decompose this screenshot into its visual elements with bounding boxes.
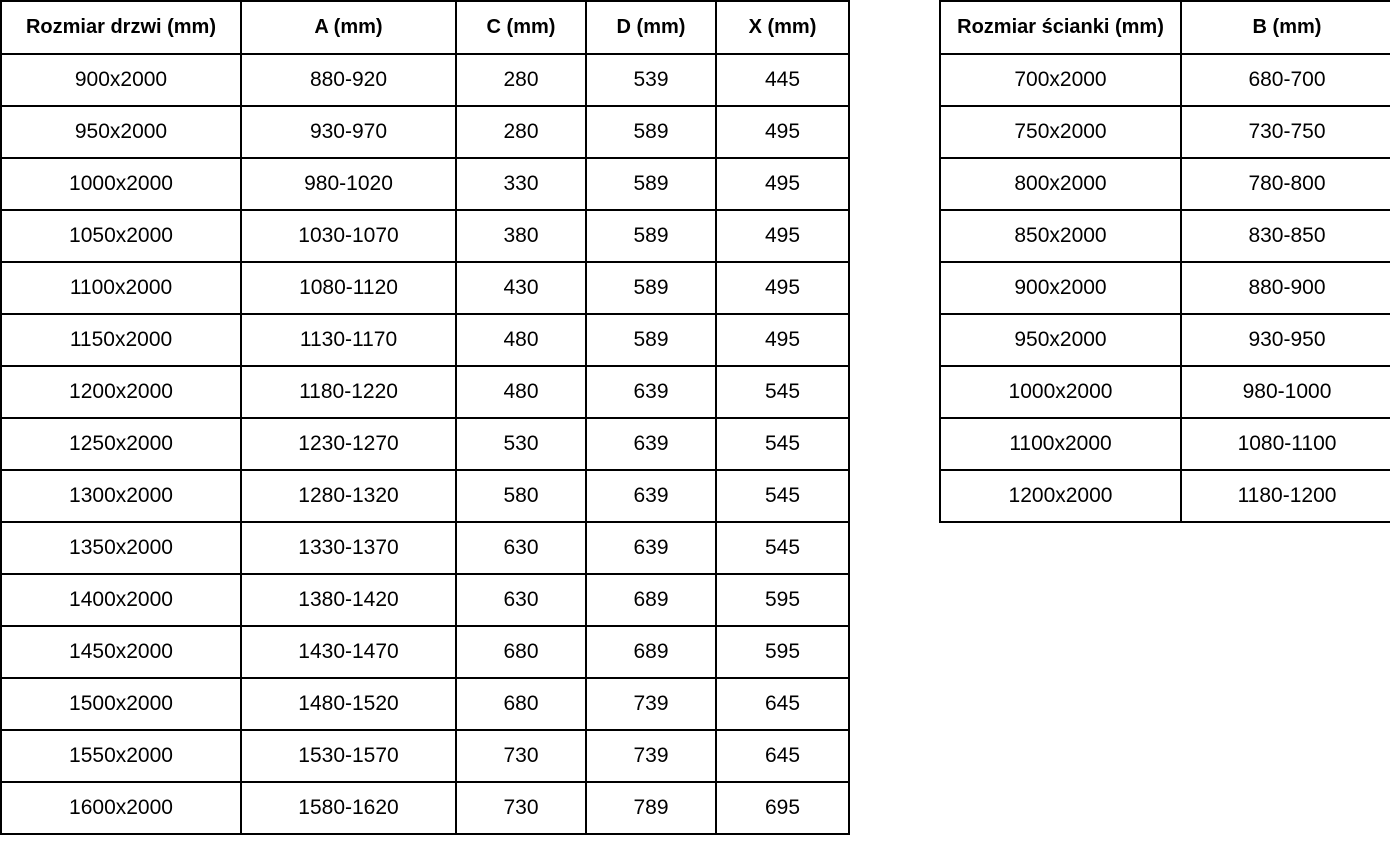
table-cell: 930-950 xyxy=(1181,314,1390,366)
table-cell: 680 xyxy=(456,678,586,730)
table-cell: 589 xyxy=(586,210,716,262)
table-row xyxy=(1,314,849,366)
table-cell: 530 xyxy=(456,418,586,470)
table-cell: 739 xyxy=(586,730,716,782)
table-cell: 280 xyxy=(456,106,586,158)
table-cell: 800x2000 xyxy=(940,158,1181,210)
table-cell: 1230-1270 xyxy=(241,418,456,470)
wall-size-table-header-row xyxy=(940,1,1390,54)
column-header: Rozmiar ścianki (mm) xyxy=(940,1,1181,54)
table-cell: 539 xyxy=(586,54,716,106)
table-cell: 880-920 xyxy=(241,54,456,106)
table-cell: 1350x2000 xyxy=(1,522,241,574)
table-row xyxy=(940,314,1390,366)
table-cell: 580 xyxy=(456,470,586,522)
table-cell: 730 xyxy=(456,782,586,834)
table-cell: 1200x2000 xyxy=(1,366,241,418)
table-cell: 830-850 xyxy=(1181,210,1390,262)
table-cell: 1080-1100 xyxy=(1181,418,1390,470)
table-row xyxy=(1,262,849,314)
table-cell: 480 xyxy=(456,314,586,366)
table-cell: 645 xyxy=(716,730,849,782)
table-cell: 730 xyxy=(456,730,586,782)
table-cell: 900x2000 xyxy=(1,54,241,106)
table-cell: 689 xyxy=(586,626,716,678)
table-cell: 700x2000 xyxy=(940,54,1181,106)
table-row xyxy=(1,522,849,574)
table-cell: 750x2000 xyxy=(940,106,1181,158)
table-cell: 689 xyxy=(586,574,716,626)
table-cell: 639 xyxy=(586,366,716,418)
table-cell: 430 xyxy=(456,262,586,314)
table-cell: 639 xyxy=(586,522,716,574)
table-row xyxy=(940,210,1390,262)
table-cell: 1080-1120 xyxy=(241,262,456,314)
table-cell: 789 xyxy=(586,782,716,834)
column-header: D (mm) xyxy=(586,1,716,54)
table-cell: 330 xyxy=(456,158,586,210)
table-cell: 1330-1370 xyxy=(241,522,456,574)
table-cell: 545 xyxy=(716,522,849,574)
table-row xyxy=(1,54,849,106)
table-cell: 639 xyxy=(586,418,716,470)
table-cell: 545 xyxy=(716,418,849,470)
table-cell: 280 xyxy=(456,54,586,106)
table-cell: 950x2000 xyxy=(940,314,1181,366)
table-cell: 495 xyxy=(716,314,849,366)
table-row xyxy=(940,158,1390,210)
table-cell: 1050x2000 xyxy=(1,210,241,262)
table-cell: 1100x2000 xyxy=(1,262,241,314)
table-row xyxy=(1,366,849,418)
table-cell: 1530-1570 xyxy=(241,730,456,782)
table-row xyxy=(940,470,1390,522)
wall-size-table xyxy=(939,0,1390,523)
table-cell: 1130-1170 xyxy=(241,314,456,366)
table-row xyxy=(940,262,1390,314)
table-row xyxy=(1,574,849,626)
table-cell: 1100x2000 xyxy=(940,418,1181,470)
table-row xyxy=(1,210,849,262)
table-cell: 930-970 xyxy=(241,106,456,158)
table-row xyxy=(940,366,1390,418)
table-cell: 780-800 xyxy=(1181,158,1390,210)
column-header: C (mm) xyxy=(456,1,586,54)
table-cell: 589 xyxy=(586,106,716,158)
column-header: X (mm) xyxy=(716,1,849,54)
table-cell: 1600x2000 xyxy=(1,782,241,834)
table-row xyxy=(1,470,849,522)
column-header: Rozmiar drzwi (mm) xyxy=(1,1,241,54)
table-cell: 630 xyxy=(456,574,586,626)
table-cell: 680 xyxy=(456,626,586,678)
door-size-table-header-row xyxy=(1,1,849,54)
table-cell: 695 xyxy=(716,782,849,834)
table-row xyxy=(1,626,849,678)
table-cell: 1180-1220 xyxy=(241,366,456,418)
table-cell: 495 xyxy=(716,158,849,210)
table-cell: 1250x2000 xyxy=(1,418,241,470)
table-cell: 495 xyxy=(716,210,849,262)
table-cell: 495 xyxy=(716,106,849,158)
table-cell: 1450x2000 xyxy=(1,626,241,678)
table-cell: 545 xyxy=(716,366,849,418)
table-cell: 850x2000 xyxy=(940,210,1181,262)
table-cell: 680-700 xyxy=(1181,54,1390,106)
table-cell: 1430-1470 xyxy=(241,626,456,678)
table-row xyxy=(940,106,1390,158)
table-cell: 980-1020 xyxy=(241,158,456,210)
table-row xyxy=(940,54,1390,106)
table-cell: 1180-1200 xyxy=(1181,470,1390,522)
table-cell: 1200x2000 xyxy=(940,470,1181,522)
table-row xyxy=(940,418,1390,470)
table-cell: 1000x2000 xyxy=(1,158,241,210)
table-cell: 1400x2000 xyxy=(1,574,241,626)
table-cell: 950x2000 xyxy=(1,106,241,158)
table-cell: 445 xyxy=(716,54,849,106)
table-row xyxy=(1,158,849,210)
table-cell: 589 xyxy=(586,314,716,366)
table-row xyxy=(1,106,849,158)
table-cell: 1280-1320 xyxy=(241,470,456,522)
table-cell: 495 xyxy=(716,262,849,314)
table-cell: 595 xyxy=(716,626,849,678)
table-cell: 739 xyxy=(586,678,716,730)
table-cell: 880-900 xyxy=(1181,262,1390,314)
table-cell: 589 xyxy=(586,158,716,210)
table-cell: 545 xyxy=(716,470,849,522)
table-cell: 1550x2000 xyxy=(1,730,241,782)
table-cell: 900x2000 xyxy=(940,262,1181,314)
table-cell: 589 xyxy=(586,262,716,314)
table-cell: 595 xyxy=(716,574,849,626)
column-header: B (mm) xyxy=(1181,1,1390,54)
table-cell: 1030-1070 xyxy=(241,210,456,262)
table-cell: 1500x2000 xyxy=(1,678,241,730)
table-row xyxy=(1,418,849,470)
table-cell: 380 xyxy=(456,210,586,262)
table-cell: 1480-1520 xyxy=(241,678,456,730)
table-cell: 630 xyxy=(456,522,586,574)
table-cell: 480 xyxy=(456,366,586,418)
table-cell: 639 xyxy=(586,470,716,522)
table-row xyxy=(1,730,849,782)
table-cell: 1580-1620 xyxy=(241,782,456,834)
table-row xyxy=(1,782,849,834)
column-header: A (mm) xyxy=(241,1,456,54)
table-row xyxy=(1,678,849,730)
table-cell: 1000x2000 xyxy=(940,366,1181,418)
table-cell: 1380-1420 xyxy=(241,574,456,626)
table-cell: 730-750 xyxy=(1181,106,1390,158)
table-cell: 645 xyxy=(716,678,849,730)
table-cell: 1150x2000 xyxy=(1,314,241,366)
table-cell: 980-1000 xyxy=(1181,366,1390,418)
table-cell: 1300x2000 xyxy=(1,470,241,522)
